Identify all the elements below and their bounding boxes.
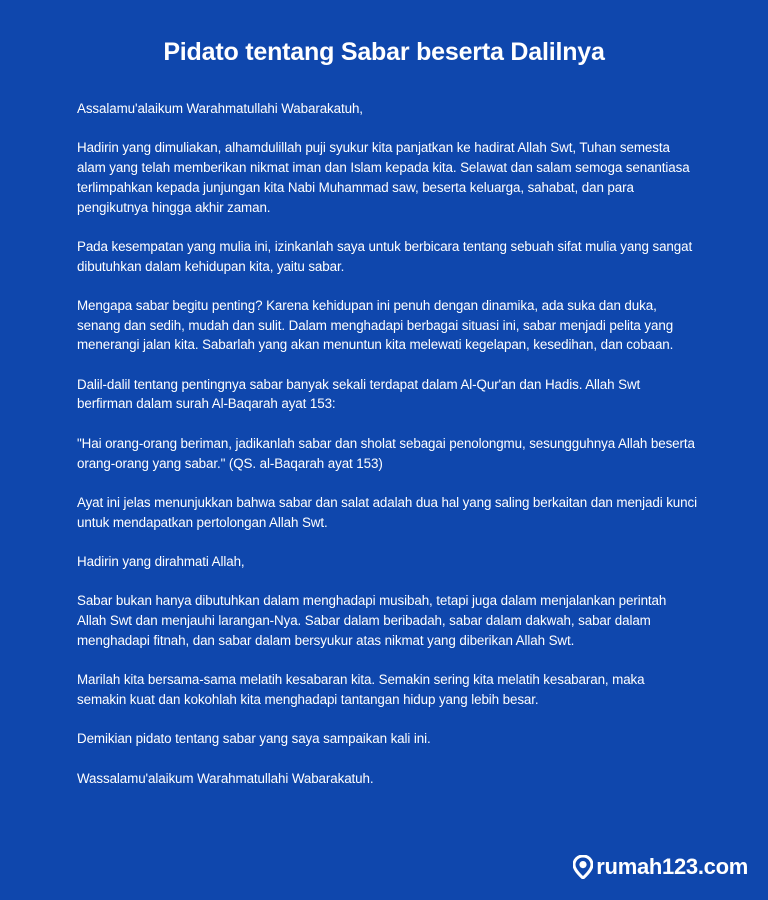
paragraph-topic: Pada kesempatan yang mulia ini, izinkanlah saya untuk berbicara tentang sebuah sifat mulia yang sangat dibutuhkan dalam kehidupan kita, yaitu sabar. — [77, 238, 693, 274]
page-title: Pidato tentang Sabar beserta Dalilnya — [163, 38, 605, 66]
paragraph-dalil-intro: Dalil-dalil tentang pentingnya sabar banyak sekali terdapat dalam Al-Qur'an dan Hadis. Allah Swt berfirman dalam surah Al-Baqarah ayat 153: — [77, 376, 641, 412]
paragraph-address: Hadirin yang dirahmati Allah, — [77, 554, 245, 570]
paragraph-ayat-explanation: Ayat ini jelas menunjukkan bahwa sabar dan salat adalah dua hal yang saling berkaitan dan menjadi kunci untuk mendapatkan pertolongan Allah Swt. — [77, 494, 697, 530]
paragraph-greeting: Assalamu'alaikum Warahmatullahi Wabarakatuh, — [77, 101, 363, 116]
brand-logo — [573, 854, 748, 880]
location-pin-icon — [573, 855, 593, 879]
speech-body — [77, 99, 697, 808]
paragraph-kinds-of-patience: Sabar bukan hanya dibutuhkan dalam menghadapi musibah, tetapi juga dalam menjalankan perintah Allah Swt dan menjauhi larangan-Nya. Sabar dalam beribadah, sabar dalam dakwah, sabar dalam menghadapi fitnah, dan sabar dalam bersyukur atas nikmat yang diberikan Allah Swt. — [77, 593, 667, 648]
paragraph-opening: Hadirin yang dimuliakan, alhamdulillah puji syukur kita panjatkan ke hadirat Allah Swt, Tuhan semesta alam yang telah memberikan nikmat iman dan Islam kepada kita. Selawat dan salam semoga senantiasa terlimpahkan kepada junjungan kita Nabi Muhammad saw, beserta keluarga, sahabat, dan para pengikutnya hingga akhir zaman. — [77, 140, 690, 215]
paragraph-quran-quote: "Hai orang-orang beriman, jadikanlah sabar dan sholat sebagai penolongmu, sesungguhnya Allah beserta orang-orang yang sabar." (QS. al-Baqarah ayat 153) — [77, 435, 695, 471]
paragraph-closing: Demikian pidato tentang sabar yang saya sampaikan kali ini. — [77, 731, 431, 747]
brand-logo-text: rumah123.com — [596, 854, 748, 879]
paragraph-invitation: Marilah kita bersama-sama melatih kesabaran kita. Semakin sering kita melatih kesabaran, maka semakin kuat dan kokohlah kita menghadapi tantangan hidup yang lebih besar. — [77, 672, 645, 707]
paragraph-importance: Mengapa sabar begitu penting? Karena kehidupan ini penuh dengan dinamika, ada suka dan duka, senang dan sedih, mudah dan sulit. Dalam menghadapi berbagai situasi ini, sabar menjadi pelita yang menerangi jalan kita. Sabarlah yang akan menuntun kita melewati kegelapan, kesedihan, dan cobaan. — [77, 297, 674, 353]
paragraph-farewell: Wassalamu'alaikum Warahmatullahi Wabarakatuh. — [77, 770, 374, 786]
